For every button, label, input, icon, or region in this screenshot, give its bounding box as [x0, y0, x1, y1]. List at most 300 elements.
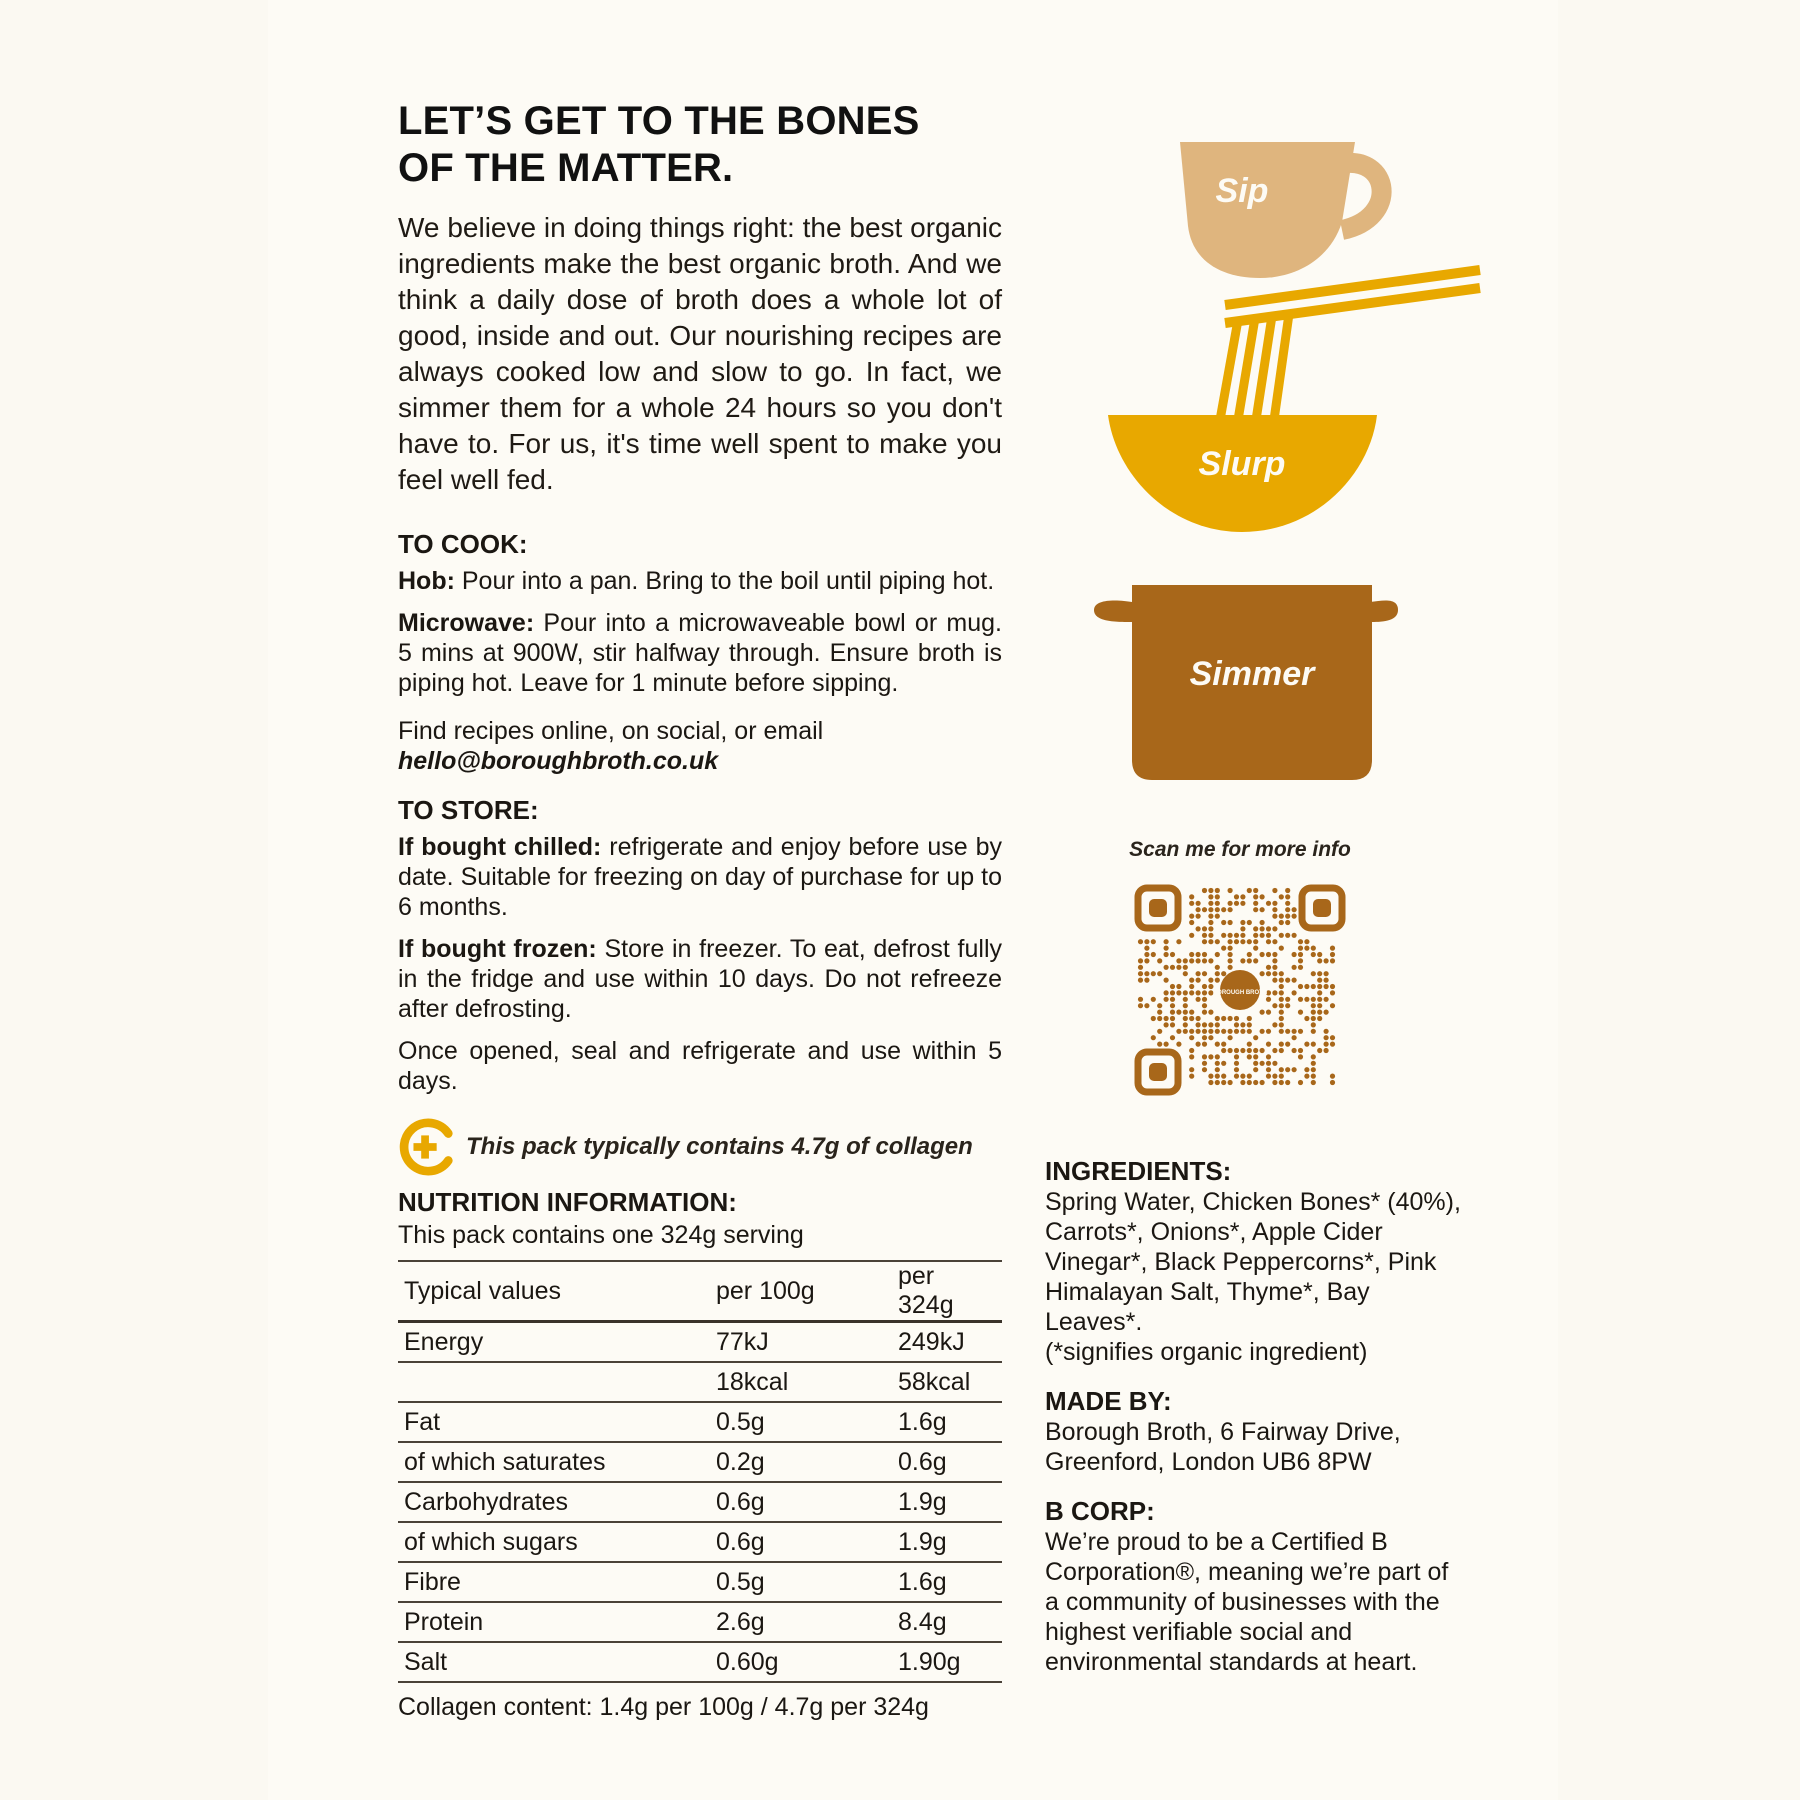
qr-module — [1279, 946, 1284, 951]
qr-module — [1215, 1022, 1220, 1027]
qr-module — [1202, 1010, 1207, 1015]
qr-module — [1292, 1029, 1297, 1034]
qr-module — [1183, 1022, 1188, 1027]
table-row — [398, 1562, 1002, 1602]
qr-module — [1298, 1010, 1303, 1015]
qr-module — [1279, 1042, 1284, 1047]
qr-module — [1247, 888, 1252, 893]
qr-module — [1292, 952, 1297, 957]
sip-mug-icon — [1180, 142, 1382, 278]
qr-module — [1215, 888, 1220, 893]
qr-module — [1189, 933, 1194, 938]
qr-module — [1189, 958, 1194, 963]
qr-module — [1215, 965, 1220, 970]
qr-module — [1176, 1010, 1181, 1015]
qr-module — [1234, 1022, 1239, 1027]
qr-module — [1234, 1061, 1239, 1066]
qr-module — [1285, 978, 1290, 983]
qr-module — [1170, 984, 1175, 989]
qr-module — [1215, 907, 1220, 912]
qr-module — [1304, 984, 1309, 989]
qr-module — [1189, 984, 1194, 989]
slurp-bowl-icon — [1108, 270, 1480, 532]
qr-module — [1221, 1042, 1226, 1047]
row-label — [398, 1362, 710, 1402]
table-row — [398, 1442, 1002, 1482]
qr-module — [1240, 1022, 1245, 1027]
row-per-324g: 249kJ — [892, 1322, 1002, 1363]
qr-module — [1311, 984, 1316, 989]
row-per-324g: 1.90g — [892, 1642, 1002, 1682]
opened-instructions: Once opened, seal and refrigerate and use within 5 days. — [398, 1037, 1002, 1095]
qr-module — [1208, 1074, 1213, 1079]
collagen-note-text: This pack typically contains 4.7g of collagen — [466, 1133, 973, 1160]
qr-module — [1285, 914, 1290, 919]
qr-module — [1215, 1029, 1220, 1034]
qr-module — [1228, 1035, 1233, 1040]
headline-line-1: LET’S GET TO THE BONES — [398, 99, 920, 143]
qr-module — [1298, 997, 1303, 1002]
qr-module — [1164, 1022, 1169, 1027]
bcorp-text: We’re proud to be a Certified B Corporation®, meaning we’re part of a community of businesses with the highest verifiable social and environmental standards at heart. — [1045, 1528, 1449, 1676]
qr-module — [1247, 1048, 1252, 1053]
qr-module — [1208, 914, 1213, 919]
qr-module — [1304, 946, 1309, 951]
qr-module — [1228, 901, 1233, 906]
hob-label: Hob: — [398, 567, 455, 595]
col-header-per-324g: per 324g — [892, 1261, 1002, 1322]
qr-module — [1279, 1029, 1284, 1034]
row-label: Fibre — [398, 1562, 710, 1602]
qr-module — [1272, 1022, 1277, 1027]
row-per-324g: 1.6g — [892, 1402, 1002, 1442]
cook-heading: TO COOK: — [398, 529, 528, 559]
qr-module — [1304, 1042, 1309, 1047]
row-per-324g: 0.6g — [892, 1442, 1002, 1482]
qr-logo-text: BOROUGH BROTH — [1212, 990, 1268, 996]
qr-module — [1189, 1016, 1194, 1021]
table-row — [398, 1642, 1002, 1682]
qr-module — [1221, 946, 1226, 951]
row-per-100g: 0.2g — [710, 1442, 892, 1482]
qr-module — [1221, 1016, 1226, 1021]
qr-module — [1247, 920, 1252, 925]
chilled-label: If bought chilled: — [398, 833, 602, 861]
qr-module — [1298, 1080, 1303, 1085]
qr-module — [1221, 1029, 1226, 1034]
qr-module — [1202, 939, 1207, 944]
qr-module — [1208, 1029, 1213, 1034]
qr-module — [1215, 1054, 1220, 1059]
qr-module — [1279, 984, 1284, 989]
qr-module — [1228, 920, 1233, 925]
qr-module — [1170, 1016, 1175, 1021]
qr-module — [1330, 990, 1335, 995]
qr-module — [1330, 1080, 1335, 1085]
qr-module — [1170, 1010, 1175, 1015]
qr-module — [1202, 1054, 1207, 1059]
qr-module — [1317, 1048, 1322, 1053]
qr-module — [1189, 901, 1194, 906]
qr-module — [1311, 1016, 1316, 1021]
qr-module — [1311, 1067, 1316, 1072]
row-label: Protein — [398, 1602, 710, 1642]
qr-module — [1247, 1054, 1252, 1059]
qr-module — [1208, 920, 1213, 925]
qr-module — [1228, 888, 1233, 893]
qr-module — [1272, 990, 1277, 995]
qr-module — [1196, 997, 1201, 1002]
address-line-1: Borough Broth, 6 Fairway Drive, — [1045, 1418, 1401, 1446]
ingredients-text: Spring Water, Chicken Bones* (40%), Carrots*, Onions*, Apple Cider Vinegar*, Black Peppercorns*, Pink Himalayan Salt, Thyme*, Bay Leaves*. — [1045, 1188, 1461, 1336]
qr-module — [1272, 958, 1277, 963]
qr-module — [1279, 894, 1284, 899]
row-label: Salt — [398, 1642, 710, 1682]
qr-module — [1253, 1054, 1258, 1059]
qr-module — [1202, 997, 1207, 1002]
qr-module — [1208, 888, 1213, 893]
qr-module — [1228, 952, 1233, 957]
qr-module — [1266, 901, 1271, 906]
qr-module — [1240, 958, 1245, 963]
qr-module — [1260, 971, 1265, 976]
qr-module — [1317, 1003, 1322, 1008]
qr-module — [1170, 990, 1175, 995]
qr-module — [1247, 1080, 1252, 1085]
qr-module — [1298, 939, 1303, 944]
qr-module — [1266, 971, 1271, 976]
qr-module — [1253, 933, 1258, 938]
qr-module — [1266, 952, 1271, 957]
qr-module — [1317, 990, 1322, 995]
qr-module — [1285, 997, 1290, 1002]
qr-module — [1311, 997, 1316, 1002]
qr-module — [1247, 1042, 1252, 1047]
qr-module — [1228, 1016, 1233, 1021]
qr-module — [1279, 1003, 1284, 1008]
microwave-text: Pour into a microwaveable bowl or mug. 5 mins at 900W, stir halfway through. Ensure broth is piping hot. Leave for 1 minute before sipping. — [398, 609, 1002, 697]
qr-module — [1228, 1048, 1233, 1053]
table-row — [398, 1482, 1002, 1522]
address-line-2: Greenford, London UB6 8PW — [1045, 1448, 1372, 1476]
qr-module — [1317, 1010, 1322, 1015]
table-row — [398, 1522, 1002, 1562]
qr-module — [1196, 978, 1201, 983]
qr-module — [1330, 946, 1335, 951]
qr-module — [1189, 1054, 1194, 1059]
qr-module — [1170, 952, 1175, 957]
qr-module — [1260, 1010, 1265, 1015]
qr-module — [1247, 1022, 1252, 1027]
qr-module — [1272, 1048, 1277, 1053]
qr-module — [1266, 1042, 1271, 1047]
qr-module — [1189, 920, 1194, 925]
made-by-address — [1045, 1417, 1465, 1477]
row-per-100g: 0.60g — [710, 1642, 892, 1682]
qr-module — [1202, 1035, 1207, 1040]
qr-module — [1330, 1074, 1335, 1079]
qr-module — [1208, 926, 1213, 931]
qr-module — [1164, 990, 1169, 995]
microwave-instructions — [398, 608, 1002, 698]
qr-module — [1247, 939, 1252, 944]
qr-module — [1311, 952, 1316, 957]
qr-module — [1272, 952, 1277, 957]
qr-module — [1266, 1010, 1271, 1015]
qr-module — [1157, 1042, 1162, 1047]
row-per-100g: 0.6g — [710, 1522, 892, 1562]
qr-module — [1279, 1016, 1284, 1021]
row-label: of which saturates — [398, 1442, 710, 1482]
qr-module — [1234, 1067, 1239, 1072]
qr-module — [1260, 907, 1265, 912]
col-header-typical-values: Typical values — [398, 1261, 710, 1322]
qr-module — [1189, 1074, 1194, 1079]
qr-module — [1208, 978, 1213, 983]
qr-module — [1202, 1067, 1207, 1072]
qr-module — [1317, 1016, 1322, 1021]
qr-module — [1176, 958, 1181, 963]
qr-module — [1164, 939, 1169, 944]
qr-module — [1272, 926, 1277, 931]
qr-module — [1215, 1061, 1220, 1066]
qr-module — [1272, 978, 1277, 983]
left-column — [398, 98, 1002, 1722]
qr-module — [1311, 1022, 1316, 1027]
qr-module — [1266, 1067, 1271, 1072]
qr-module — [1285, 901, 1290, 906]
qr-module — [1183, 997, 1188, 1002]
qr-module — [1183, 958, 1188, 963]
qr-module — [1151, 1035, 1156, 1040]
qr-module — [1170, 1022, 1175, 1027]
qr-module — [1253, 1061, 1258, 1066]
broth-illustrations — [1080, 130, 1500, 780]
qr-module — [1151, 952, 1156, 957]
qr-module — [1292, 990, 1297, 995]
qr-module — [1304, 1074, 1309, 1079]
qr-module — [1272, 901, 1277, 906]
qr-module — [1240, 1074, 1245, 1079]
qr-module — [1317, 958, 1322, 963]
frozen-label: If bought frozen: — [398, 935, 597, 963]
right-column — [1045, 1155, 1465, 1695]
scan-label: Scan me for more info — [1129, 838, 1351, 861]
qr-module — [1221, 1061, 1226, 1066]
qr-module — [1183, 1016, 1188, 1021]
qr-module — [1266, 965, 1271, 970]
qr-module — [1266, 926, 1271, 931]
row-per-100g: 18kcal — [710, 1362, 892, 1402]
qr-module — [1234, 901, 1239, 906]
qr-module — [1228, 946, 1233, 951]
table-row — [398, 1362, 1002, 1402]
qr-module — [1138, 997, 1143, 1002]
qr-module — [1157, 1029, 1162, 1034]
qr-module — [1208, 1035, 1213, 1040]
qr-module — [1215, 952, 1220, 957]
qr-module — [1215, 1067, 1220, 1072]
qr-module — [1285, 894, 1290, 899]
qr-module — [1311, 1003, 1316, 1008]
qr-module — [1196, 958, 1201, 963]
qr-module — [1144, 1003, 1149, 1008]
qr-module — [1298, 1029, 1303, 1034]
qr-module — [1285, 1080, 1290, 1085]
qr-module — [1298, 952, 1303, 957]
qr-module — [1272, 965, 1277, 970]
chilled-instructions — [398, 832, 1002, 922]
email-link[interactable]: hello@boroughbroth.co.uk — [398, 747, 719, 775]
nutrition-header-row — [398, 1261, 1002, 1322]
qr-module — [1285, 920, 1290, 925]
qr-module — [1196, 901, 1201, 906]
qr-module — [1266, 933, 1271, 938]
qr-module — [1164, 952, 1169, 957]
qr-module — [1183, 990, 1188, 995]
qr-module — [1304, 1016, 1309, 1021]
qr-module — [1279, 1022, 1284, 1027]
qr-module — [1176, 990, 1181, 995]
find-recipes — [398, 716, 1002, 776]
qr-module — [1324, 1048, 1329, 1053]
qr-module — [1279, 990, 1284, 995]
qr-module — [1247, 1029, 1252, 1034]
qr-module — [1247, 952, 1252, 957]
qr-module — [1234, 939, 1239, 944]
qr-module — [1292, 1048, 1297, 1053]
qr-module — [1324, 1042, 1329, 1047]
qr-module — [1253, 907, 1258, 912]
qr-module — [1196, 971, 1201, 976]
qr-module — [1189, 894, 1194, 899]
ingredients-note: (*signifies organic ingredient) — [1045, 1338, 1368, 1366]
qr-module — [1170, 1003, 1175, 1008]
table-row — [398, 1402, 1002, 1442]
qr-module — [1272, 939, 1277, 944]
qr-module — [1196, 926, 1201, 931]
collagen-note — [398, 1118, 1002, 1176]
qr-module — [1260, 952, 1265, 957]
nutrition-heading: NUTRITION INFORMATION: — [398, 1187, 737, 1217]
qr-module — [1151, 997, 1156, 1002]
table-row — [398, 1322, 1002, 1363]
store-heading: TO STORE: — [398, 795, 539, 825]
qr-module — [1189, 1067, 1194, 1072]
row-label: Energy — [398, 1322, 710, 1363]
qr-module — [1311, 1080, 1316, 1085]
row-per-324g: 8.4g — [892, 1602, 1002, 1642]
qr-module — [1234, 1054, 1239, 1059]
find-recipes-text: Find recipes online, on social, or email — [398, 717, 824, 745]
qr-module — [1272, 971, 1277, 976]
qr-module — [1202, 907, 1207, 912]
qr-module — [1144, 939, 1149, 944]
qr-module — [1292, 1035, 1297, 1040]
qr-module — [1311, 1029, 1316, 1034]
qr-module — [1157, 1016, 1162, 1021]
qr-module — [1324, 1029, 1329, 1034]
qr-module — [1253, 958, 1258, 963]
qr-module — [1202, 1029, 1207, 1034]
hob-instructions — [398, 566, 1002, 596]
qr-module — [1157, 958, 1162, 963]
bcorp-heading: B CORP: — [1045, 1496, 1155, 1526]
ingredients-heading: INGREDIENTS: — [1045, 1156, 1232, 1186]
qr-module — [1202, 958, 1207, 963]
qr-module — [1208, 939, 1213, 944]
qr-module — [1247, 958, 1252, 963]
qr-module — [1279, 971, 1284, 976]
qr-module — [1228, 939, 1233, 944]
qr-module — [1240, 1080, 1245, 1085]
qr-module — [1260, 1048, 1265, 1053]
qr-module — [1292, 1067, 1297, 1072]
col-header-per-100g: per 100g — [710, 1261, 892, 1322]
qr-module — [1202, 926, 1207, 931]
made-by-heading: MADE BY: — [1045, 1386, 1172, 1416]
qr-module — [1240, 894, 1245, 899]
qr-module — [1279, 1048, 1284, 1053]
frozen-text: Store in freezer. To eat, defrost fully in the fridge and use within 10 days. Do not refreeze after defrosting. — [398, 935, 1002, 1023]
qr-module — [1324, 997, 1329, 1002]
qr-module — [1324, 978, 1329, 983]
row-per-100g: 0.6g — [710, 1482, 892, 1522]
qr-module — [1253, 894, 1258, 899]
qr-module — [1170, 1035, 1175, 1040]
qr-module — [1189, 1048, 1194, 1053]
qr-module — [1170, 965, 1175, 970]
qr-module — [1266, 1074, 1271, 1079]
qr-module — [1189, 1029, 1194, 1034]
hob-text: Pour into a pan. Bring to the boil until piping hot. — [454, 567, 995, 595]
qr-module — [1221, 907, 1226, 912]
qr-module — [1266, 1061, 1271, 1066]
qr-module — [1285, 1042, 1290, 1047]
qr-module — [1202, 1003, 1207, 1008]
qr-module — [1311, 1054, 1316, 1059]
qr-module — [1285, 1067, 1290, 1072]
qr-module — [1285, 907, 1290, 912]
qr-module — [1196, 1029, 1201, 1034]
qr-module — [1215, 914, 1220, 919]
qr-module — [1202, 1022, 1207, 1027]
qr-module — [1202, 952, 1207, 957]
qr-module — [1311, 1061, 1316, 1066]
row-per-324g: 58kcal — [892, 1362, 1002, 1402]
qr-module — [1260, 926, 1265, 931]
qr-module — [1279, 1080, 1284, 1085]
qr-module — [1234, 1048, 1239, 1053]
qr-module — [1144, 958, 1149, 963]
qr-module — [1208, 1010, 1213, 1015]
qr-module — [1266, 1029, 1271, 1034]
qr-code[interactable] — [1130, 880, 1350, 1100]
qr-module — [1330, 1035, 1335, 1040]
qr-module — [1330, 952, 1335, 957]
qr-module — [1234, 1074, 1239, 1079]
qr-module — [1196, 907, 1201, 912]
nutrition-subheading: This pack contains one 324g serving — [398, 1221, 804, 1249]
qr-module — [1253, 926, 1258, 931]
qr-module — [1151, 971, 1156, 976]
qr-module — [1240, 933, 1245, 938]
qr-module — [1317, 971, 1322, 976]
qr-module — [1240, 901, 1245, 906]
qr-module — [1138, 939, 1143, 944]
qr-module — [1253, 888, 1258, 893]
qr-module — [1138, 965, 1143, 970]
